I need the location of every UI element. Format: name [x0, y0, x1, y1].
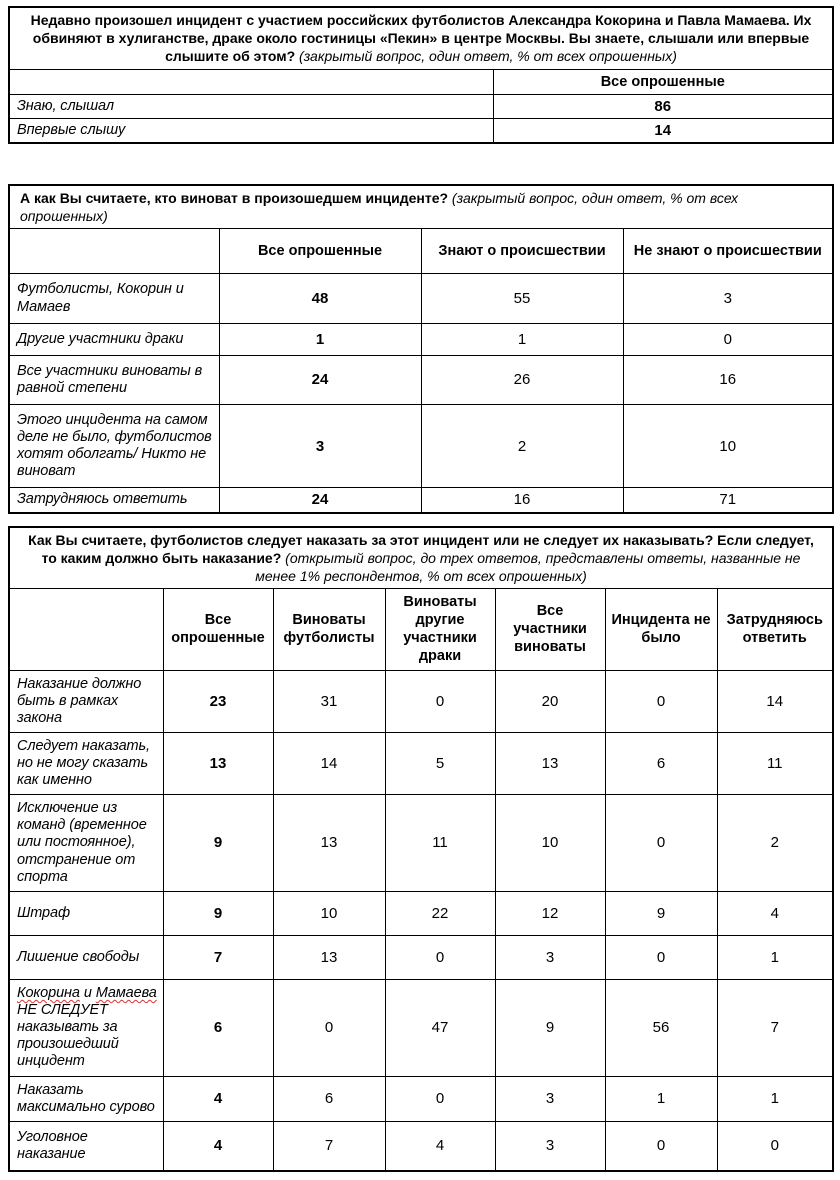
- row-label: Наказать максимально сурово: [9, 1076, 163, 1121]
- value-cell: 86: [493, 94, 833, 118]
- value-cell: 71: [623, 488, 833, 513]
- table2-question-cell: [9, 185, 833, 229]
- value-cell: 16: [623, 355, 833, 404]
- value-cell: 13: [495, 732, 605, 794]
- value-cell: 2: [421, 404, 623, 487]
- table-row: [9, 732, 833, 794]
- table-row: [9, 670, 833, 732]
- value-cell: 11: [385, 795, 495, 892]
- row-label: Футболисты, Кокорин и Мамаев: [9, 274, 219, 323]
- value-cell: 24: [219, 355, 421, 404]
- value-cell: 4: [385, 1121, 495, 1171]
- value-cell: 0: [605, 935, 717, 979]
- value-cell: 3: [219, 404, 421, 487]
- value-cell: 1: [717, 935, 833, 979]
- value-cell: 2: [717, 795, 833, 892]
- col-header-no-incident: Инцидента не было: [605, 589, 717, 671]
- value-cell: 13: [273, 935, 385, 979]
- value-cell: 4: [163, 1076, 273, 1121]
- value-cell: 0: [385, 1076, 495, 1121]
- table-row: [9, 1121, 833, 1171]
- value-cell: 1: [219, 323, 421, 355]
- survey-table-punishment: [8, 526, 834, 1172]
- row-label-text: НЕ СЛЕДУЕТ наказывать за произошедший инцидент: [17, 1002, 119, 1070]
- table-header-row: [9, 69, 833, 94]
- survey-table-awareness: [8, 6, 834, 144]
- value-cell: 47: [385, 979, 495, 1076]
- table-row: [9, 1076, 833, 1121]
- empty-corner-cell: [9, 69, 493, 94]
- row-label: Уголовное наказание: [9, 1121, 163, 1171]
- value-cell: 7: [163, 935, 273, 979]
- row-label: Следует наказать, но не могу сказать как именно: [9, 732, 163, 794]
- row-label: Затрудняюсь ответить: [9, 488, 219, 513]
- value-cell: 10: [273, 891, 385, 935]
- table-header-row: [9, 589, 833, 671]
- value-cell: 13: [273, 795, 385, 892]
- row-label: Знаю, слышал: [9, 94, 493, 118]
- value-cell: 0: [605, 1121, 717, 1171]
- survey-table-blame: [8, 184, 834, 514]
- value-cell: 9: [495, 979, 605, 1076]
- value-cell: 4: [163, 1121, 273, 1171]
- value-cell: 3: [623, 274, 833, 323]
- col-header-hard-to-answer: Затрудняюсь ответить: [717, 589, 833, 671]
- col-header-all-respondents: Все опрошенные: [493, 69, 833, 94]
- row-label: [9, 979, 163, 1076]
- col-header-all-respondents: Все опрошенные: [219, 229, 421, 274]
- table-row: [9, 355, 833, 404]
- value-cell: 6: [273, 1076, 385, 1121]
- table1-question-text: Недавно произошел инцидент с участием российских футболистов Александра Кокорина и Павла Мамаева. Их обвиняют в хулиганстве, драке около гостиницы «Пекин» в центре Москвы. Вы знаете, слышали или впервые слышите об этом?: [30, 12, 812, 65]
- value-cell: 24: [219, 488, 421, 513]
- value-cell: 1: [421, 323, 623, 355]
- value-cell: 55: [421, 274, 623, 323]
- value-cell: 7: [273, 1121, 385, 1171]
- value-cell: 0: [385, 670, 495, 732]
- table-row: [9, 935, 833, 979]
- table2-question-text: А как Вы считаете, кто виноват в произошедшем инциденте?: [20, 189, 449, 206]
- empty-corner-cell: [9, 229, 219, 274]
- misspelled-word: Мамаева: [95, 984, 157, 1001]
- table1-question-note: (закрытый вопрос, один ответ, % от всех опрошенных): [295, 48, 677, 65]
- value-cell: 31: [273, 670, 385, 732]
- value-cell: 3: [495, 935, 605, 979]
- value-cell: 22: [385, 891, 495, 935]
- value-cell: 16: [421, 488, 623, 513]
- table-row: [9, 795, 833, 892]
- col-header-others-guilty: Виноваты другие участники драки: [385, 589, 495, 671]
- value-cell: 9: [163, 795, 273, 892]
- value-cell: 48: [219, 274, 421, 323]
- value-cell: 0: [273, 979, 385, 1076]
- value-cell: 5: [385, 732, 495, 794]
- table-row: [9, 488, 833, 513]
- col-header-all-guilty: Все участники виноваты: [495, 589, 605, 671]
- value-cell: 14: [493, 118, 833, 143]
- empty-corner-cell: [9, 589, 163, 671]
- value-cell: 3: [495, 1121, 605, 1171]
- row-label: Этого инцидента на самом деле не было, футболистов хотят оболгать/ Никто не виноват: [9, 404, 219, 487]
- value-cell: 9: [605, 891, 717, 935]
- table1-question-cell: [9, 7, 833, 69]
- value-cell: 14: [273, 732, 385, 794]
- value-cell: 0: [385, 935, 495, 979]
- value-cell: 20: [495, 670, 605, 732]
- value-cell: 12: [495, 891, 605, 935]
- table3-question-text: Как Вы считаете, футболистов следует наказать за этот инцидент или не следует их наказывать? Если следует, то каким должно быть наказание?: [28, 531, 814, 566]
- table3-question-note: (открытый вопрос, до трех ответов, представлены ответы, названные не менее 1% респондентов, % от всех опрошенных): [255, 549, 801, 584]
- value-cell: 23: [163, 670, 273, 732]
- value-cell: 1: [605, 1076, 717, 1121]
- row-label-text: и: [79, 984, 96, 1001]
- table2-question-note: (закрытый вопрос, один ответ, % от всех опрошенных): [20, 189, 739, 225]
- table-row: [9, 527, 833, 589]
- value-cell: 11: [717, 732, 833, 794]
- value-cell: 9: [163, 891, 273, 935]
- table-row: [9, 118, 833, 143]
- value-cell: 10: [495, 795, 605, 892]
- table-row: [9, 274, 833, 323]
- value-cell: 56: [605, 979, 717, 1076]
- value-cell: 0: [605, 795, 717, 892]
- col-header-all-respondents: Все опрошенные: [163, 589, 273, 671]
- row-label: Другие участники драки: [9, 323, 219, 355]
- value-cell: 13: [163, 732, 273, 794]
- misspelled-word: Кокорина: [17, 984, 80, 1001]
- value-cell: 0: [623, 323, 833, 355]
- table-row: [9, 891, 833, 935]
- row-label: Впервые слышу: [9, 118, 493, 143]
- row-label: Все участники виноваты в равной степени: [9, 355, 219, 404]
- table-header-row: [9, 229, 833, 274]
- row-label: Лишение свободы: [9, 935, 163, 979]
- table-row: [9, 7, 833, 69]
- row-label: Исключение из команд (временное или постоянное), отстранение от спорта: [9, 795, 163, 892]
- table-row: [9, 94, 833, 118]
- table-row: [9, 185, 833, 229]
- value-cell: 0: [605, 670, 717, 732]
- value-cell: 6: [163, 979, 273, 1076]
- value-cell: 10: [623, 404, 833, 487]
- table-row: [9, 404, 833, 487]
- col-header-footballers-guilty: Виноваты футболисты: [273, 589, 385, 671]
- row-label: Штраф: [9, 891, 163, 935]
- row-label: Наказание должно быть в рамках закона: [9, 670, 163, 732]
- value-cell: 1: [717, 1076, 833, 1121]
- table-row: [9, 323, 833, 355]
- table-row: [9, 979, 833, 1076]
- value-cell: 7: [717, 979, 833, 1076]
- value-cell: 0: [717, 1121, 833, 1171]
- value-cell: 3: [495, 1076, 605, 1121]
- col-header-dont-know: Не знают о происшествии: [623, 229, 833, 274]
- col-header-know: Знают о происшествии: [421, 229, 623, 274]
- value-cell: 26: [421, 355, 623, 404]
- value-cell: 4: [717, 891, 833, 935]
- table3-question-cell: [9, 527, 833, 589]
- value-cell: 6: [605, 732, 717, 794]
- value-cell: 14: [717, 670, 833, 732]
